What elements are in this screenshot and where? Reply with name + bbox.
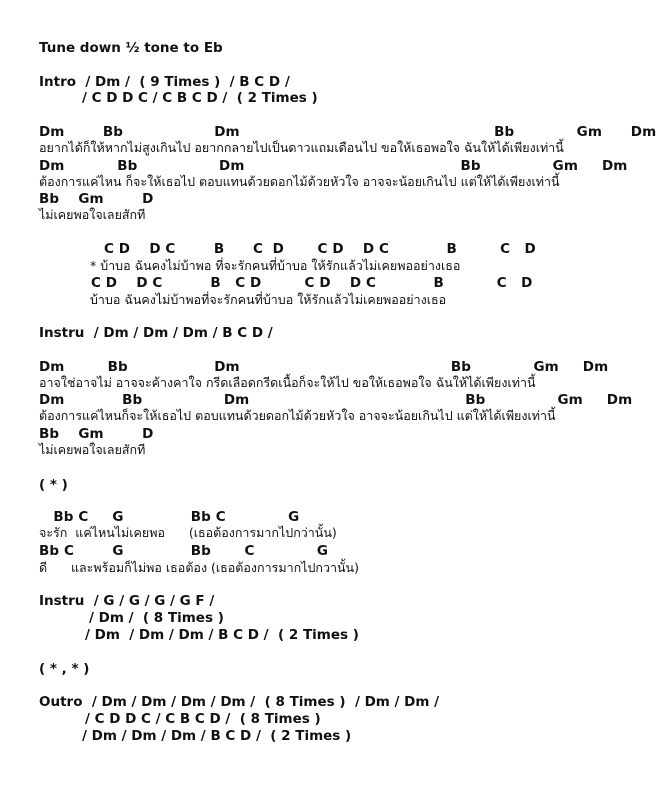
bridge-lyrics-2: ดี และพร้อมก็ไม่พอ เธอต้อง (เธอต้องการมากไปกวานั้น) xyxy=(39,560,359,575)
intro-line-1: Intro / Dm / ( 9 Times ) / B C D / xyxy=(39,74,290,90)
outro-line-2: / C D D C / C B C D / ( 8 Times ) xyxy=(85,711,321,727)
verse1-lyrics-1: อยากได้ก็ให้หากไม่สูงเกินไป อยากกลายไปเป็นดาวแถมเดือนไป ขอให้เธอพอใจ ฉันให้ได้เพียงเท่านี้ xyxy=(39,140,564,155)
outro-line-1: Outro / Dm / Dm / Dm / Dm / ( 8 Times ) / Dm / Dm / xyxy=(39,694,440,710)
chorus-lyrics-2: บ้าบอ ฉันคงไม่บ้าพอที่จะรักคนที่บ้าบอ ให้รักแล้วไม่เคยพออย่างเธอ xyxy=(90,292,447,307)
instru-2-line-1: Instru / G / G / G / G F / xyxy=(39,593,215,609)
chorus-chords-2: C D D C B C D C D D C B C D xyxy=(91,275,533,291)
verse1-lyrics-2: ต้องการแค่ไหน ก็จะให้เธอไป ตอบแทนด้วยดอกไม้ด้วยหัวใจ อาจจะน้อยเกินไป แต่ให้ได้เพียงเท่านี้ xyxy=(39,174,560,189)
verse2-lyrics-1: อาจใช่อาจไม่ อาจจะค้างคาใจ กรีดเลือดกรีดเนื้อก็จะให้ไป ขอให้เธอพอใจ ฉันให้ได้เพียงเท่านี้ xyxy=(39,375,536,390)
verse2-lyrics-2: ต้องการแค่ไหนก็จะให้เธอไป ตอบแทนด้วยดอกไม้ด้วยหัวใจ อาจจะน้อยเกินไป แต่ให้ได้เพียงเท่านี้ xyxy=(39,408,556,423)
verse1-chords-3: Bb Gm D xyxy=(39,191,154,207)
verse2-chords-2: Dm Bb Dm Bb Gm Dm xyxy=(39,392,633,408)
tuning-note: Tune down ½ tone to Eb xyxy=(39,40,223,56)
verse1-lyrics-3: ไม่เคยพอใจเลยสักที xyxy=(39,207,146,222)
verse1-chords-2: Dm Bb Dm Bb Gm Dm xyxy=(39,158,628,174)
outro-line-3: / Dm / Dm / Dm / B C D / ( 2 Times ) xyxy=(82,728,352,744)
chorus-reference: ( * ) xyxy=(39,477,68,493)
intro-line-2: / C D D C / C B C D / ( 2 Times ) xyxy=(82,90,318,106)
bridge-lyrics-1: จะรัก แค่ไหนไม่เคยพอ (เธอต้องการมากไปกว่านั้น) xyxy=(39,525,337,540)
repeat-reference: ( * , * ) xyxy=(39,661,90,677)
instru-2-line-2: / Dm / ( 8 Times ) xyxy=(89,610,224,626)
chorus-chords-1: C D D C B C D C D D C B C D xyxy=(104,241,536,257)
verse2-chords-1: Dm Bb Dm Bb Gm Dm xyxy=(39,359,609,375)
bridge-chords-2: Bb C G Bb C G xyxy=(39,543,329,559)
instru-2-line-3: / Dm / Dm / Dm / B C D / ( 2 Times ) xyxy=(85,627,359,643)
chorus-lyrics-1: * บ้าบอ ฉันคงไม่บ้าพอ ที่จะรักคนที่บ้าบอ ให้รักแล้วไม่เคยพออย่างเธอ xyxy=(90,258,461,273)
bridge-chords-1: Bb C G Bb C G xyxy=(39,509,300,525)
verse1-chords-1: Dm Bb Dm Bb Gm Dm xyxy=(39,124,657,140)
verse2-chords-3: Bb Gm D xyxy=(39,426,154,442)
verse2-lyrics-3: ไม่เคยพอใจเลยสักที xyxy=(39,442,146,457)
instru-1: Instru / Dm / Dm / Dm / B C D / xyxy=(39,325,273,341)
